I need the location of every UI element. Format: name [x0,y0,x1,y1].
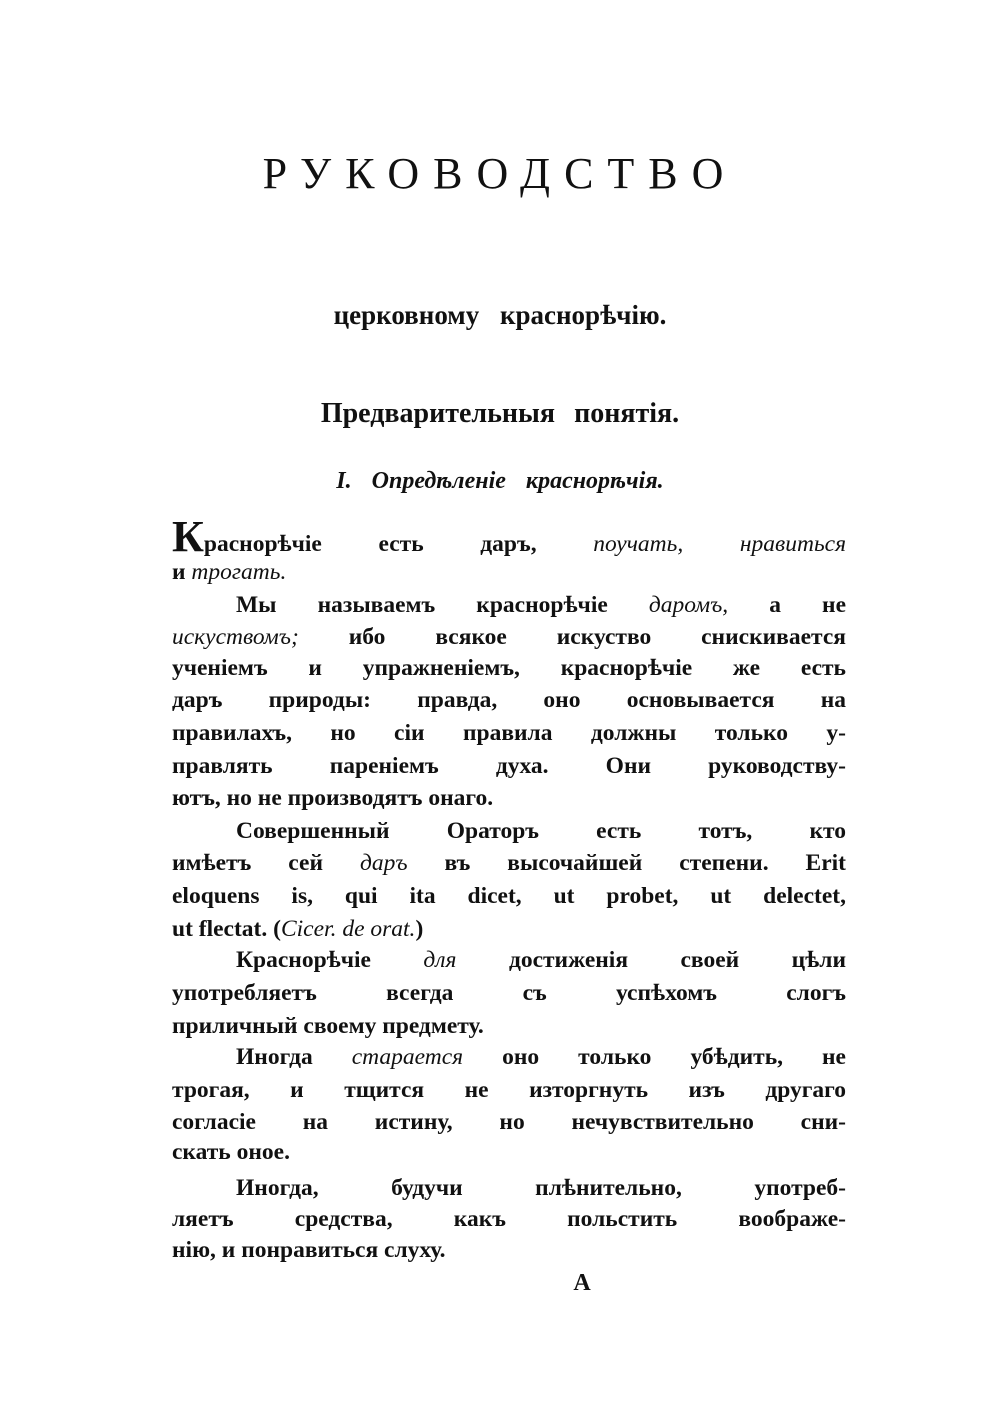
text-line [172,848,846,878]
text-line [172,1011,846,1041]
text-segment: ляетъ средства, какъ польстить воображе- [172,1206,846,1232]
text-line [172,1137,846,1167]
text-line [172,512,847,561]
text-segment: и [172,559,192,585]
text-line [236,945,846,975]
chapter-heading: Предварительныя понятія. [320,398,680,429]
text-line [172,1204,846,1234]
text-line [236,1173,846,1203]
text-segment: достиженія своей цѣли [456,947,846,973]
text-segment: ученіемъ и упражненіемъ, краснорѣчіе же есть [172,655,846,681]
text-line [236,1042,846,1072]
text-segment: ютъ, но не производятъ онаго. [172,785,494,811]
text-line [172,881,846,911]
page-title: РУКОВОДСТВО [262,149,738,198]
text-line [172,1235,846,1265]
italic-text: Cicer. de orat. [280,916,416,942]
section-heading: I. Опредѣленіе краснорѣчія. [336,468,664,494]
italic-text: поучать, нравиться [593,531,847,557]
text-segment: ибо всякое искуство снискивается [298,624,846,650]
text-segment: приличный своему предмету. [172,1013,484,1039]
text-segment: раснорѣчіе есть даръ, [203,531,594,557]
text-segment: въ высочайшей степени. Erit [407,850,847,876]
text-line [172,718,846,748]
text-segment: Иногда [236,1044,352,1070]
subtitle: церковному краснорѣчію. [333,300,667,330]
italic-text: старается [351,1044,464,1070]
text-segment: eloquens is, qui ita dicet, ut probet, ut delectet, [172,883,846,909]
italic-text: даромъ, [648,592,729,618]
text-segment: имѣетъ сей [172,850,360,876]
text-line [172,783,846,813]
text-segment: согласіе на истину, но нечувствительно сни- [172,1109,846,1135]
text-segment: трогая, и тщится не изторгнуть изъ другаго [172,1077,846,1103]
text-segment: нію, и понравиться слуху. [172,1237,446,1263]
signature-mark: А [573,1270,591,1296]
italic-text: трогать. [191,559,287,585]
text-line [172,751,846,781]
text-line [172,557,846,587]
text-segment: ut flectat. ( [172,916,281,942]
text-segment: правлять пареніемъ духа. Они руководству- [172,753,846,779]
text-line [172,1107,846,1137]
text-line [172,1075,846,1105]
text-line [236,816,846,846]
text-segment: даръ природы: правда, оно основывается на [172,687,846,713]
text-line [172,978,846,1008]
italic-text: даръ [359,850,408,876]
text-segment: Мы называемъ краснорѣчіе [236,592,649,618]
text-line [172,685,846,715]
text-segment: а не [728,592,846,618]
drop-cap: К [172,512,204,561]
text-line [236,590,846,620]
text-segment: скать оное. [172,1139,290,1165]
text-line [172,622,846,652]
text-line [172,914,846,944]
italic-text: для [423,947,457,973]
text-segment: Иногда, будучи плѣнительно, употреб- [236,1175,846,1201]
italic-text: искуствомъ; [172,624,299,650]
text-segment: правилахъ, но сіи правила должны только у- [172,720,846,746]
text-segment: оно только убѣдить, не [463,1044,846,1070]
text-segment: Краснорѣчіе [236,947,424,973]
text-segment: употребляетъ всегда съ успѣхомъ слогъ [172,980,846,1006]
text-segment: Совершенный Ораторъ есть тотъ, кто [236,818,846,844]
text-line [172,653,846,683]
text-segment: ) [415,916,424,942]
